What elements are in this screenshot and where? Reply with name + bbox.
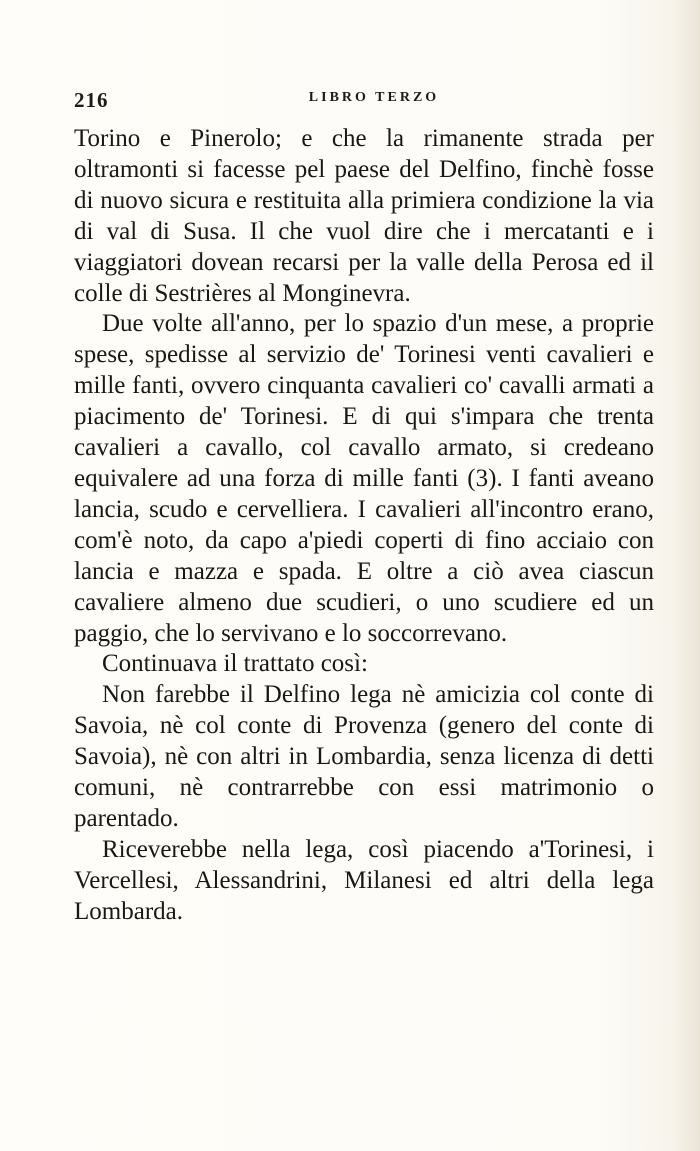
page-header bbox=[74, 88, 654, 112]
paragraph-4: Non farebbe il Delfino lega nè amicizia col conte di Savoia, nè col conte di Provenza (genero del conte di Savoia), nè con altri in Lombardia, senza licenza di detti comuni, nè contrarrebbe con essi matrimonio o parentado. bbox=[74, 681, 654, 832]
page-number: 216 bbox=[74, 88, 109, 112]
running-head: LIBRO TERZO bbox=[308, 90, 440, 105]
paragraph-2: Due volte all'anno, per lo spazio d'un mese, a proprie spese, spedisse al servizio de' Torinesi venti cavalieri e mille fanti, ovvero cinquanta cavalieri co' cavalli armati a piacimento de' Torinesi. E di qui s'impara che trenta cavalieri a cavallo, col cavallo armato, si credeano equivalere ad una forza di mille fanti (3). I fanti aveano lancia, scudo e cervelliera. I cavalieri all'incontro erano, com'è noto, da capo a'piedi coperti di fino acciaio con lancia e mazza e spada. E oltre a ciò avea ciascun cavaliere almeno due scudieri, o uno scudiere ed un paggio, che lo servivano e lo soccorrevano. bbox=[74, 310, 654, 647]
paragraph-3: Continuava il trattato così: bbox=[102, 650, 368, 678]
paragraph-1: Torino e Pinerolo; e che la rimanente strada per oltramonti si facesse pel paese del Delfino, finchè fosse di nuovo sicura e restituita alla primiera condizione la via di val di Susa. Il che vuol dire che i mercatanti e i viaggiatori dovean recarsi per la valle della Perosa ed il colle di Sestrières al Monginevra. bbox=[74, 125, 654, 307]
body-text bbox=[74, 124, 654, 928]
paragraph-5: Riceverebbe nella lega, così piacendo a'Torinesi, i Vercellesi, Alessandrini, Milanesi ed altri della lega Lombarda. bbox=[74, 835, 654, 925]
